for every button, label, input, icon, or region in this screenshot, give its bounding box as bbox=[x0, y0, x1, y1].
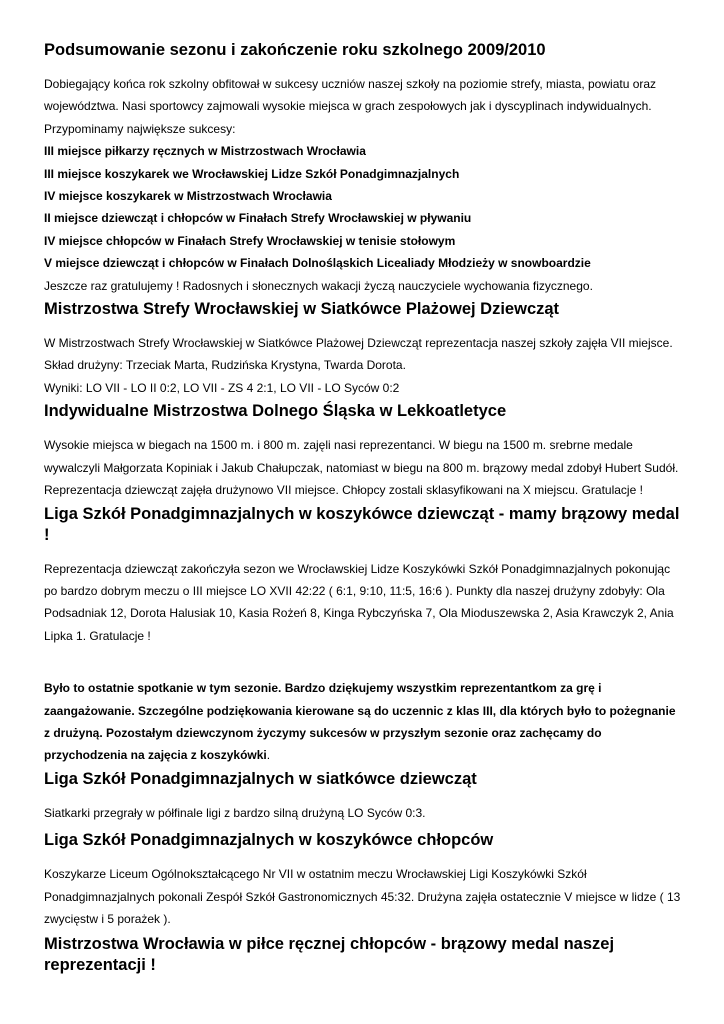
success-item: III miejsce piłkarzy ręcznych w Mistrzostwach Wrocławia bbox=[44, 144, 366, 159]
section-title-beach-volleyball: Mistrzostwa Strefy Wrocławskiej w Siatkówce Plażowej Dziewcząt bbox=[44, 300, 560, 319]
success-item: III miejsce koszykarek we Wrocławskiej Lidze Szkół Ponadgimnazjalnych bbox=[44, 166, 460, 181]
section-title-athletics: Indywidualne Mistrzostwa Dolnego Śląska w Lekkoatletyce bbox=[44, 402, 507, 421]
beach-volleyball-team: Skład drużyny: Trzeciak Marta, Rudzińska Krystyna, Twarda Dorota. bbox=[44, 358, 406, 373]
season-closing: Jeszcze raz gratulujemy ! Radosnych i słonecznych wakacji życzą nauczyciele wychowania fizycznego. bbox=[44, 278, 593, 293]
section-title-girls-volleyball: Liga Szkół Ponadgimnazjalnych w siatkówce dziewcząt bbox=[44, 769, 477, 788]
thanks-end: . bbox=[266, 748, 271, 763]
season-intro: Dobiegający końca rok szkolny obfitował w sukcesy uczniów naszej szkoły na poziomie strefy, miasta, powiatu oraz województwa. Nasi sportowcy zajmowali wysokie miejsca w grach zespołowych jak i dyscyplinach indywidualnych. bbox=[44, 77, 657, 114]
section-title-girls-basketball: Liga Szkół Ponadgimnazjalnych w koszykówce dziewcząt - mamy brązowy medal ! bbox=[44, 504, 680, 544]
document-page bbox=[44, 40, 684, 988]
girls-volleyball-text: Siatkarki przegrały w półfinale ligi z bardzo silną drużyną LO Syców 0:3. bbox=[44, 805, 426, 820]
beach-volleyball-text: W Mistrzostwach Strefy Wrocławskiej w Siatkówce Plażowej Dziewcząt reprezentacja naszej szkoły zajęła VII miejsce. bbox=[44, 336, 673, 351]
success-item: V miejsce dziewcząt i chłopców w Finałach Dolnośląskich Licealiady Młodzieży w snowboardzie bbox=[44, 256, 591, 271]
beach-volleyball-results: Wyniki: LO VII - LO II 0:2, LO VII - ZS 4 2:1, LO VII - LO Syców 0:2 bbox=[44, 380, 400, 395]
athletics-text: Wysokie miejsca w biegach na 1500 m. i 800 m. zajęli nasi reprezentanci. W biegu na 1500 m. srebrne medale wywalczyli Małgorzata Kopiniak i Jakub Chałupczak, natomiast w biegu na 800 m. brązowy medal zdobył Hubert Sudół. Reprezentacja dziewcząt zajęła drużynowo VII miejsce. Chłopcy zostali sklasyfikowani na X miejscu. Gratulacje ! bbox=[44, 438, 679, 498]
success-item: IV miejsce chłopców w Finałach Strefy Wrocławskiej w tenisie stołowym bbox=[44, 233, 456, 248]
success-item: II miejsce dziewcząt i chłopców w Finałach Strefy Wrocławskiej w pływaniu bbox=[44, 211, 472, 226]
success-item: IV miejsce koszykarek w Mistrzostwach Wrocławia bbox=[44, 189, 332, 204]
spacer bbox=[44, 647, 684, 677]
girls-basketball-text: Reprezentacja dziewcząt zakończyła sezon we Wrocławskiej Lidze Koszykówki Szkół Ponadgimnazjalnych pokonując po bardzo dobrym meczu o III miejsce LO XVII 42:22 ( 6:1, 9:10, 11:5, 16:6 ). Punkty dla naszej drużyny zdobyły: Ola Podsadniak 12, Dorota Halusiak 10, Kasia Rożeń 8, Kinga Rybczyńska 7, Ola Mioduszewska 2, Asia Krawczyk 2, Ania Lipka 1. Gratulacje ! bbox=[44, 561, 674, 643]
section-title-boys-basketball: Liga Szkół Ponadgimnazjalnych w koszykówce chłopców bbox=[44, 831, 494, 850]
section-title-handball: Mistrzostwa Wrocławia w piłce ręcznej chłopców - brązowy medal naszej reprezentacji ! bbox=[44, 935, 615, 975]
section-title-season-summary: Podsumowanie sezonu i zakończenie roku szkolnego 2009/2010 bbox=[44, 41, 546, 59]
season-reminder: Przypominamy największe sukcesy: bbox=[44, 121, 236, 136]
boys-basketball-text: Koszykarze Liceum Ogólnokształcącego Nr VII w ostatnim meczu Wrocławskiej Ligi Koszykówki Szkół Ponadgimnazjalnych pokonali Zespół Szkół Gastronomicznych 45:32. Drużyna zajęła ostatecznie V miejsce w lidze ( 13 zwycięstw i 5 porażek ). bbox=[44, 867, 681, 926]
thanks-bold-text: Było to ostatnie spotkanie w tym sezonie. Bardzo dziękujemy wszystkim reprezentantkom za grę i zaangażowanie. Szczególne podziękowania kierowane są do uczennic z klas III, dla których było to pożegnanie z drużyną. Pozostałym dziewczynom życzymy sukcesów w przyszłym sezonie oraz zachęcamy do przychodzenia na zajęcia z koszykówki bbox=[44, 681, 676, 763]
girls-basketball-thanks bbox=[44, 677, 684, 767]
